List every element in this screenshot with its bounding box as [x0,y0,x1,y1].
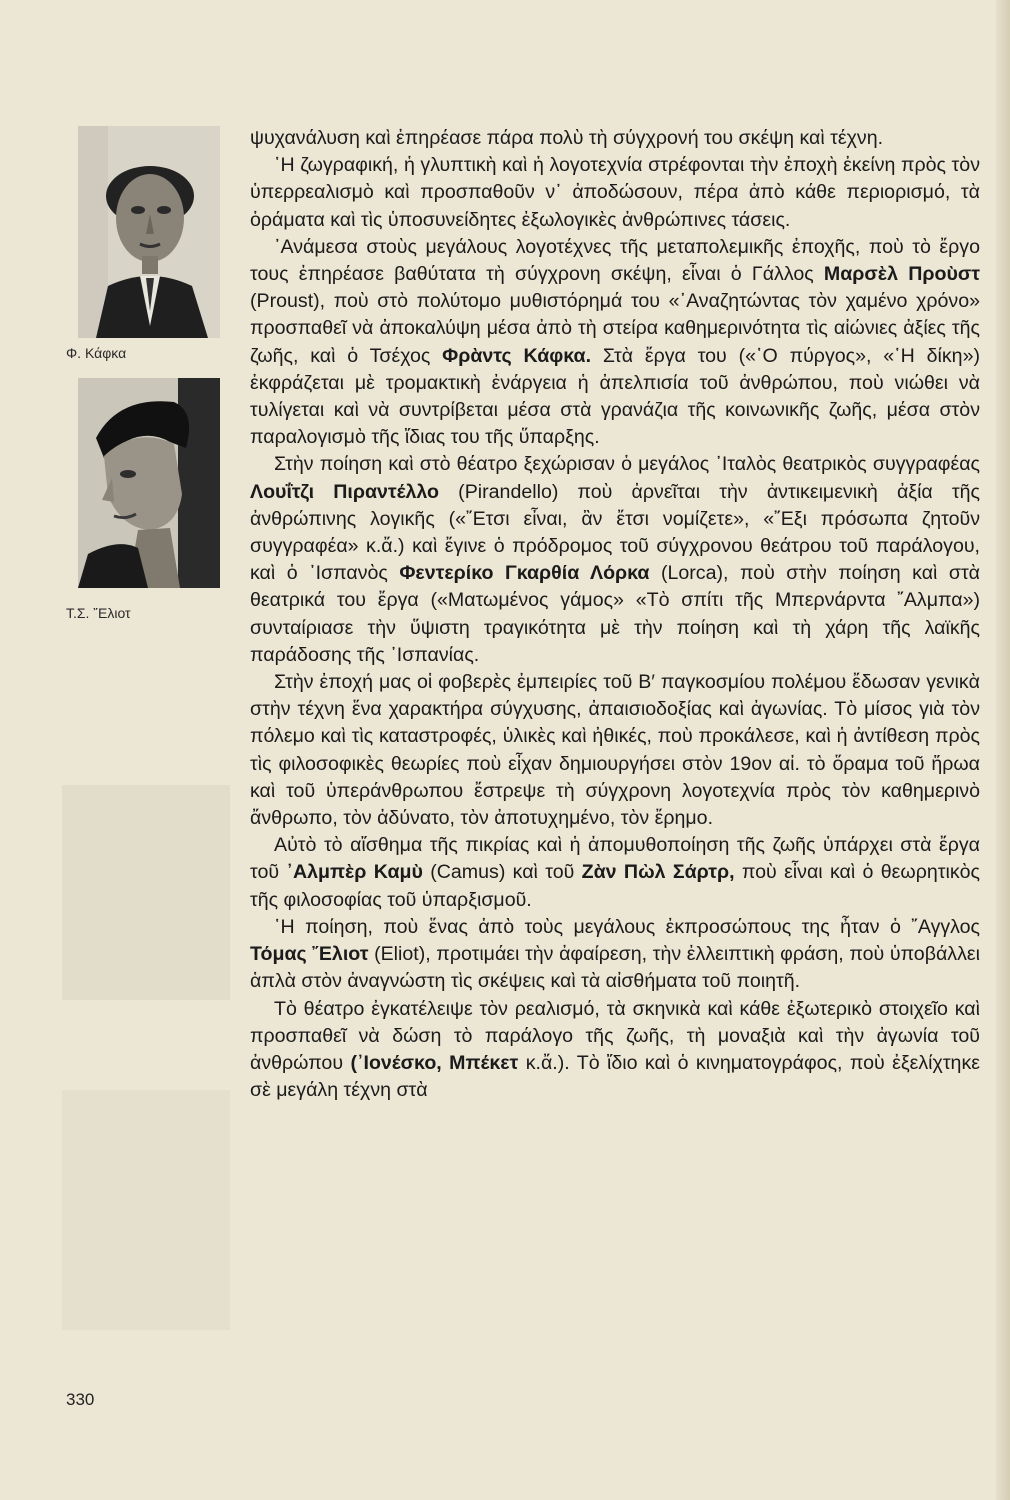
author-name: (᾿Ιονέσκο, Μπέκετ [350,1051,519,1074]
body-text [250,125,980,1104]
author-name: Ζὰν Πὼλ Σάρτρ, [581,861,735,884]
paragraph: ᾿Ανάμεσα στοὺς μεγάλους λογοτέχνες τῆς μεταπολεμικῆς ἐποχῆς, ποὺ τὸ ἔργο τους ἐπηρέασε βαθύτατα τὴ σύγχρονη σκέψη, εἶναι ὁ Γάλλος Μαρσὲλ Προὺστ (Proust), ποὺ στὸ πολύτομο μυθιστόρημά του «᾿Αναζητώντας τὸν χαμένο χρόνο» προσπαθεῖ νὰ ἀποκαλύψη μέσα ἀπὸ τὴ στείρα καθημερινότητα τὶς αἰώνιες ἀξίες τῆς ζωῆς, καὶ ὁ Τσέχος Φρὰντς Κάφκα. Στὰ ἔργα του («῾Ο πύργος», «῾Η δίκη») ἐκφράζεται μὲ τρομακτικὴ ἐνάργεια ἡ ἀπελπισία τοῦ ἀνθρώπου, ποὺ νιώθει νὰ τυλίγεται καὶ νὰ συντρίβεται μέσα στὰ γρανάζια τῆς κοινωνικῆς ζωῆς, μέσα στὸν παραλογισμὸ τῆς ἴδιας του τῆς ὕπαρξης. [250,235,981,449]
paragraph: Αὐτὸ τὸ αἴσθημα τῆς πικρίας καὶ ἡ ἀπομυθοποίηση τῆς ζωῆς ὑπάρχει στὰ ἔργα τοῦ ᾿Αλμπὲρ Καμὺ (Camus) καὶ τοῦ Ζὰν Πὼλ Σάρτρ, ποὺ εἶναι καὶ ὁ θεωρητικὸς τῆς φιλοσοφίας τοῦ ὑπαρξισμοῦ. [250,834,980,911]
kafka-portrait-photo [78,126,220,338]
author-name: Φεντερίκο Γκαρθία Λόρκα [399,562,650,585]
paragraph: ῾Η ζωγραφική, ἡ γλυπτικὴ καὶ ἡ λογοτεχνία στρέφονται τὴν ἐποχὴ ἐκείνη πρὸς τὸν ὑπερρεαλισμὸ καὶ προσπαθοῦν ν᾿ ἀποδώσουν, πέρα ἀπὸ κάθε περιορισμό, τὰ ὁράματα καὶ τὶς ὑποσυνείδητες ἐξωλογικὲς ἀνθρώπινες τάσεις. [250,154,980,231]
paragraph: Στὴν ἐποχή μας οἱ φοβερὲς ἐμπειρίες τοῦ Β′ παγκοσμίου πολέμου ἔδωσαν γενικὰ στὴν τέχνη ἕνα χαρακτήρα σύγχυσης, ἀπαισιοδοξίας καὶ ἀγωνίας. Τὸ μίσος γιὰ τὸν πόλεμο καὶ τὶς καταστροφές, ὑλικὲς καὶ ἠθικές, ποὺ προκάλεσε, καὶ ἡ ἀντίθεση πρὸς τὶς φιλοσοφικὲς θεωρίες ποὺ εἶχαν δημιουργήσει στὸν 19ον αἰ. τὸ ὅραμα τοῦ ἥρωα καὶ τοῦ ὑπεράνθρωπου ἔστρεψε τὴ σύγχρονη λογοτεχνία πρὸς τὸν καθημερινὸ ἄνθρωπο, τὸν ἀδύνατο, τὸν ἀποτυχημένο, τὸν ἔρημο. [250,671,980,830]
paragraph: ψυχανάλυση καὶ ἐπηρέασε πάρα πολὺ τὴ σύγχρονή του σκέψη καὶ τέχνη. [250,127,884,149]
page-number: 330 [66,1390,95,1409]
page-edge [996,0,1010,1500]
paragraph: ῾Η ποίηση, ποὺ ἕνας ἀπὸ τοὺς μεγάλους ἐκπροσώπους της ἦταν ὁ ῎Αγγλος Τόμας ῎Ελιοτ (Eliot), προτιμάει τὴν ἀφαίρεση, τὴν ἐλλειπτικὴ φράση, ποὺ ὑποβάλλει ἁπλὰ στὸν ἀναγνώστη τὶς σκέψεις καὶ τὰ αἰσθήματα τοῦ ποιητῆ. [250,915,980,993]
kafka-caption: Φ. Κάφκα [66,345,127,361]
author-name: Φρὰντς Κάφκα. [442,344,592,367]
paragraph: Στὴν ποίηση καὶ στὸ θέατρο ξεχώρισαν ὁ μεγάλος ᾿Ιταλὸς θεατρικὸς συγγραφέας Λουΐτζι Πιραντέλλο (Pirandello) ποὺ ἀρνεῖται τὴν ἀντικειμενικὴ ἀξία τῆς ἀνθρώπινης λογικῆς («῎Ετσι εἶναι, ἂν ἔτσι νομίζετε», «῎Εξι πρόσωπα ζητοῦν συγγραφέα» κ.ἄ.) καὶ ἔγινε ὁ πρόδρομος τοῦ σύγχρονου θεάτρου τοῦ παράλογου, καὶ ὁ ᾿Ισπανὸς Φεντερίκο Γκαρθία Λόρκα (Lorca), ποὺ στὴν ποίηση καὶ στὰ θεατρικά του ἔργα («Ματωμένος γάμος» «Τὸ σπίτι τῆς Μπερνάρντα ῎Αλμπα») συνταίριασε τὴν ὕψιστη τραγικότητα μὲ τὴν ποίηση καὶ τὴ χάρη τῆς λαϊκῆς παράδοσης τῆς ᾿Ισπανίας. [250,453,981,666]
eliot-caption: Τ.Σ. ῎Ελιοτ [66,605,131,621]
author-name: Τόμας ῎Ελιοτ [250,943,369,966]
paragraph: Τὸ θέατρο ἐγκατέλειψε τὸν ρεαλισμό, τὰ σκηνικὰ καὶ κάθε ἐξωτερικὸ στοιχεῖο καὶ προσπαθεῖ νὰ δώση τὸ παράλογο τῆς ζωῆς, τὴ μοναξιὰ καὶ τὴν ἀγωνία τοῦ ἀνθρώπου (᾿Ιονέσκο, Μπέκετ κ.ἄ.). Τὸ ἴδιο καὶ ὁ κινηματογράφος, ποὺ ἐξελίχτηκε σὲ μεγάλη τέχνη στὰ [250,997,980,1102]
eliot-portrait-photo [78,378,220,588]
author-name: Λουΐτζι Πιραντέλλο [250,480,440,503]
author-name: Μαρσὲλ Προὺστ [823,263,981,286]
faded-bleed-through-image [62,785,230,1000]
author-name: ᾿Αλμπὲρ Καμὺ [286,861,423,884]
faded-bleed-through-image [62,1090,230,1330]
